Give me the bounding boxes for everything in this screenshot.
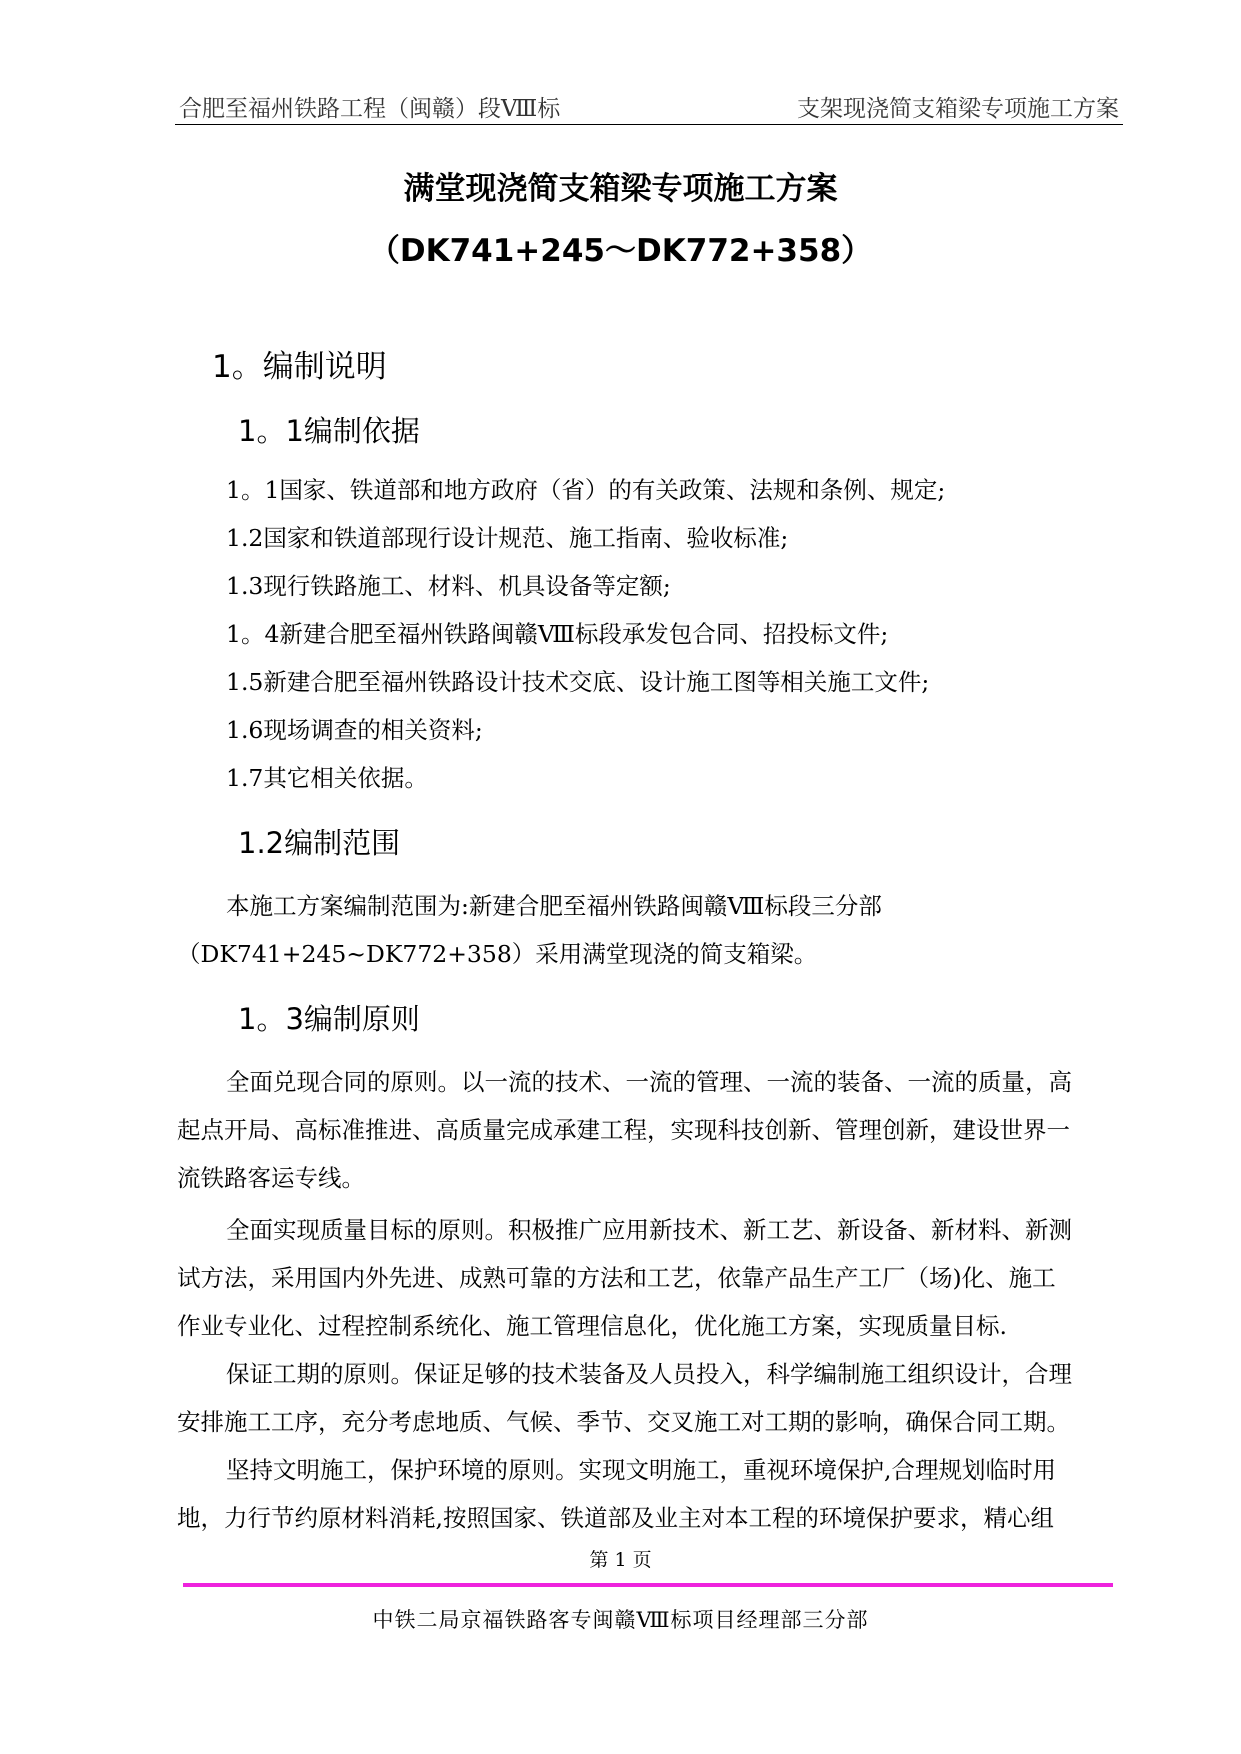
principle-paragraph-line: 保证工期的原则。保证足够的技术装备及人员投入，科学编制施工组织设计，合理 [226,1360,1072,1388]
page-footer: 中铁二局京福铁路客专闽赣Ⅷ标项目经理部三分部 [372,1608,869,1632]
section-1-3-heading: 1。3编制原则 [238,1002,420,1036]
principle-paragraph-line: 地，力行节约原材料消耗,按照国家、铁道部及业主对本工程的环境保护要求，精心组 [177,1504,1054,1532]
section-1-heading: 1。编制说明 [212,349,387,385]
basis-item: 1。1国家、铁道部和地方政府（省）的有关政策、法规和条例、规定; [226,476,946,504]
principle-paragraph-line: 坚持文明施工，保护环境的原则。实现文明施工，重视环境保护,合理规划临时用 [226,1456,1056,1484]
principle-paragraph-line: 全面兑现合同的原则。以一流的技术、一流的管理、一流的装备、一流的质量，高 [226,1068,1072,1096]
page-number: 第 1 页 [589,1549,652,1571]
document-subtitle-mileage: （DK741+245～DK772+358） [368,233,873,269]
basis-item: 1.5新建合肥至福州铁路设计技术交底、设计施工图等相关施工文件; [226,668,930,696]
basis-item: 1.3现行铁路施工、材料、机具设备等定额; [226,572,671,600]
principle-paragraph-line: 起点开局、高标准推进、高质量完成承建工程，实现科技创新、管理创新，建设世界一 [177,1116,1070,1144]
principle-paragraph-line: 安排施工工序，充分考虑地质、气候、季节、交叉施工对工期的影响，确保合同工期。 [177,1408,1070,1436]
principle-paragraph-line: 试方法，采用国内外先进、成熟可靠的方法和工艺，依靠产品生产工厂（场)化、施工 [177,1264,1056,1292]
header-project-name: 合肥至福州铁路工程（闽赣）段Ⅷ标 [179,96,561,122]
principle-paragraph-line: 作业专业化、过程控制系统化、施工管理信息化，优化施工方案，实现质量目标. [177,1312,1007,1340]
basis-item: 1.2国家和铁道部现行设计规范、施工指南、验收标准; [226,524,789,552]
page-header [175,84,1123,125]
scope-line: 本施工方案编制范围为:新建合肥至福州铁路闽赣Ⅷ标段三分部 [226,892,882,920]
section-1-2-heading: 1.2编制范围 [238,826,401,860]
basis-item: 1.7其它相关依据。 [226,764,428,792]
document-title: 满堂现浇简支箱梁专项施工方案 [403,171,838,207]
footer-divider [183,1583,1113,1587]
basis-item: 1。4新建合肥至福州铁路闽赣Ⅷ标段承发包合同、招投标文件; [226,620,889,648]
header-document-name: 支架现浇简支箱梁专项施工方案 [797,96,1119,122]
principle-paragraph-line: 流铁路客运专线。 [177,1164,365,1192]
basis-item: 1.6现场调查的相关资料; [226,716,483,744]
scope-line: （DK741+245~DK772+358）采用满堂现浇的简支箱梁。 [177,940,818,968]
section-1-1-heading: 1。1编制依据 [238,414,420,448]
principle-paragraph-line: 全面实现质量目标的原则。积极推广应用新技术、新工艺、新设备、新材料、新测 [226,1216,1072,1244]
